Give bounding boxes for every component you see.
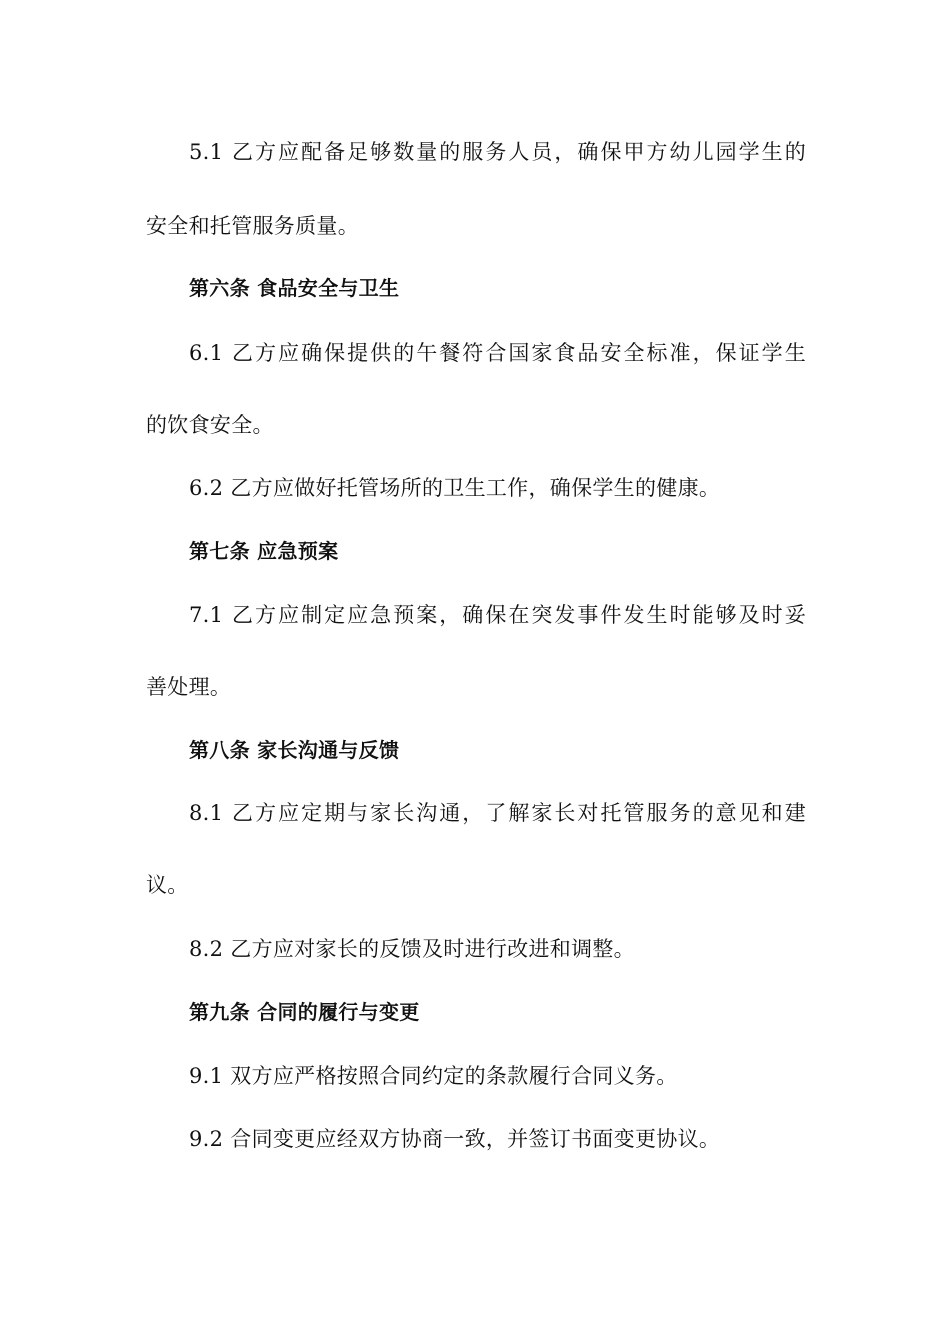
article-8-heading: 第八条 家长沟通与反馈 bbox=[189, 738, 400, 762]
clause-8-2: 8.2 乙方应对家长的反馈及时进行改进和调整。 bbox=[189, 937, 635, 961]
clause-6-1-line-2: 的饮食安全。 bbox=[146, 413, 274, 437]
clause-6-1-line-1: 6.1 乙方应确保提供的午餐符合国家食品安全标准，保证学生 bbox=[189, 341, 806, 365]
clause-5-1-line-2: 安全和托管服务质量。 bbox=[146, 214, 359, 238]
clause-5-1-line-1: 5.1 乙方应配备足够数量的服务人员，确保甲方幼儿园学生的 bbox=[189, 140, 806, 164]
clause-6-2: 6.2 乙方应做好托管场所的卫生工作，确保学生的健康。 bbox=[189, 476, 721, 500]
article-7-heading: 第七条 应急预案 bbox=[189, 539, 339, 563]
clause-8-1-line-2: 议。 bbox=[146, 873, 189, 897]
article-9-heading: 第九条 合同的履行与变更 bbox=[189, 1000, 420, 1024]
clause-9-2: 9.2 合同变更应经双方协商一致，并签订书面变更协议。 bbox=[189, 1127, 721, 1151]
clause-7-1-line-1: 7.1 乙方应制定应急预案，确保在突发事件发生时能够及时妥 bbox=[189, 603, 806, 627]
clause-8-1-line-1: 8.1 乙方应定期与家长沟通，了解家长对托管服务的意见和建 bbox=[189, 801, 806, 825]
article-6-heading: 第六条 食品安全与卫生 bbox=[189, 276, 400, 300]
clause-7-1-line-2: 善处理。 bbox=[146, 675, 232, 699]
clause-9-1: 9.1 双方应严格按照合同约定的条款履行合同义务。 bbox=[189, 1064, 678, 1088]
